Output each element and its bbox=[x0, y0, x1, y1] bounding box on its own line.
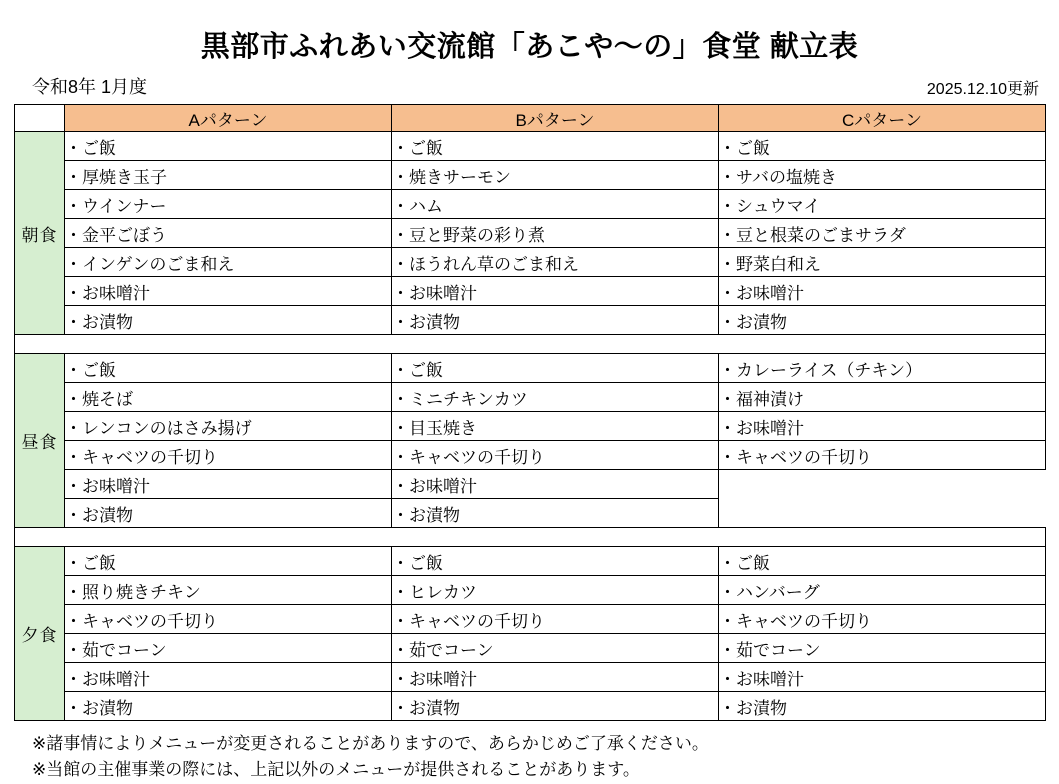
menu-cell: ・キャベツの千切り bbox=[392, 605, 719, 634]
table-row bbox=[15, 354, 1046, 383]
menu-cell: ・ご飯 bbox=[392, 132, 719, 161]
column-header-pattern-3: Cパターン bbox=[719, 105, 1046, 132]
notes-block bbox=[14, 731, 1045, 784]
menu-cell: ・茹でコーン bbox=[719, 634, 1046, 663]
menu-cell: ・カレーライス（チキン） bbox=[719, 354, 1046, 383]
menu-cell: ・豆と根菜のごまサラダ bbox=[719, 219, 1046, 248]
menu-cell: ・お漬物 bbox=[65, 306, 392, 335]
table-row bbox=[15, 306, 1046, 335]
menu-cell: ・ご飯 bbox=[65, 132, 392, 161]
menu-cell: ・お味噌汁 bbox=[719, 277, 1046, 306]
meal-label-2: 昼食 bbox=[15, 354, 65, 528]
menu-cell: ・豆と野菜の彩り煮 bbox=[392, 219, 719, 248]
table-row bbox=[15, 248, 1046, 277]
menu-cell: ・ご飯 bbox=[392, 547, 719, 576]
menu-cell: ・福神漬け bbox=[719, 383, 1046, 412]
menu-cell: ・ご飯 bbox=[65, 547, 392, 576]
menu-cell: ・茹でコーン bbox=[65, 634, 392, 663]
menu-cell: ・レンコンのはさみ揚げ bbox=[65, 412, 392, 441]
column-header-pattern-2: Bパターン bbox=[392, 105, 719, 132]
menu-cell: ・お味噌汁 bbox=[719, 663, 1046, 692]
table-row bbox=[15, 190, 1046, 219]
note-line-1: ※諸事情によりメニューが変更されることがありますので、あらかじめご了承ください。 bbox=[32, 734, 709, 753]
menu-cell: ・お漬物 bbox=[392, 306, 719, 335]
column-header-pattern-1: Aパターン bbox=[65, 105, 392, 132]
spacer-cell bbox=[15, 335, 1046, 354]
meal-label-1: 朝食 bbox=[15, 132, 65, 335]
menu-document bbox=[0, 24, 1059, 780]
table-row bbox=[15, 161, 1046, 190]
menu-cell: ・キャベツの千切り bbox=[392, 441, 719, 470]
menu-cell: ・お味噌汁 bbox=[65, 663, 392, 692]
menu-cell: ・ミニチキンカツ bbox=[392, 383, 719, 412]
menu-cell: ・ご飯 bbox=[719, 547, 1046, 576]
table-row bbox=[15, 634, 1046, 663]
table-spacer-row bbox=[15, 335, 1046, 354]
menu-cell: ・野菜白和え bbox=[719, 248, 1046, 277]
menu-cell: ・ヒレカツ bbox=[392, 576, 719, 605]
table-row bbox=[15, 132, 1046, 161]
menu-cell: ・お漬物 bbox=[719, 692, 1046, 721]
menu-cell: ・ハンバーグ bbox=[719, 576, 1046, 605]
menu-cell: ・お味噌汁 bbox=[392, 663, 719, 692]
menu-cell: ・お漬物 bbox=[392, 499, 719, 528]
menu-cell: ・お漬物 bbox=[719, 306, 1046, 335]
menu-cell: ・ご飯 bbox=[392, 354, 719, 383]
table-spacer-row bbox=[15, 528, 1046, 547]
table-row bbox=[15, 605, 1046, 634]
menu-cell: ・目玉焼き bbox=[392, 412, 719, 441]
table-row bbox=[15, 277, 1046, 306]
menu-table bbox=[14, 104, 1046, 721]
table-row bbox=[15, 576, 1046, 605]
period-label: 令和8年 1月度 bbox=[32, 77, 148, 97]
menu-cell: ・シュウマイ bbox=[719, 190, 1046, 219]
menu-cell bbox=[719, 499, 1046, 528]
table-row bbox=[15, 441, 1046, 470]
page-title: 黒部市ふれあい交流館「あこや～の」食堂 献立表 bbox=[200, 31, 859, 63]
table-row bbox=[15, 383, 1046, 412]
table-row bbox=[15, 412, 1046, 441]
menu-cell: ・焼そば bbox=[65, 383, 392, 412]
table-row bbox=[15, 692, 1046, 721]
table-row bbox=[15, 547, 1046, 576]
menu-cell: ・ハム bbox=[392, 190, 719, 219]
table-row bbox=[15, 470, 1046, 499]
menu-cell: ・ご飯 bbox=[65, 354, 392, 383]
menu-cell: ・キャベツの千切り bbox=[719, 605, 1046, 634]
menu-cell: ・お味噌汁 bbox=[65, 470, 392, 499]
menu-cell: ・サバの塩焼き bbox=[719, 161, 1046, 190]
menu-cell: ・金平ごぼう bbox=[65, 219, 392, 248]
menu-cell: ・ほうれん草のごま和え bbox=[392, 248, 719, 277]
menu-cell: ・照り焼きチキン bbox=[65, 576, 392, 605]
menu-cell: ・キャベツの千切り bbox=[65, 605, 392, 634]
menu-cell bbox=[719, 470, 1046, 499]
menu-cell: ・お漬物 bbox=[65, 692, 392, 721]
meal-label-3: 夕食 bbox=[15, 547, 65, 721]
menu-cell: ・お味噌汁 bbox=[719, 412, 1046, 441]
table-row bbox=[15, 499, 1046, 528]
menu-cell: ・茹でコーン bbox=[392, 634, 719, 663]
note-line-2: ※当館の主催事業の際には、上記以外のメニューが提供されることがあります。 bbox=[32, 760, 640, 780]
table-header-row bbox=[15, 105, 1046, 132]
menu-cell: ・ご飯 bbox=[719, 132, 1046, 161]
menu-cell: ・インゲンのごま和え bbox=[65, 248, 392, 277]
menu-cell: ・ウインナー bbox=[65, 190, 392, 219]
table-row bbox=[15, 219, 1046, 248]
menu-cell: ・キャベツの千切り bbox=[65, 441, 392, 470]
menu-cell: ・お漬物 bbox=[392, 692, 719, 721]
menu-cell: ・お味噌汁 bbox=[392, 470, 719, 499]
spacer-cell bbox=[15, 528, 1046, 547]
menu-cell: ・厚焼き玉子 bbox=[65, 161, 392, 190]
table-row bbox=[15, 663, 1046, 692]
menu-cell: ・キャベツの千切り bbox=[719, 441, 1046, 470]
menu-cell: ・お漬物 bbox=[65, 499, 392, 528]
updated-label: 2025.12.10更新 bbox=[926, 81, 1039, 98]
table-corner-cell bbox=[15, 105, 65, 132]
menu-cell: ・焼きサーモン bbox=[392, 161, 719, 190]
subheader bbox=[14, 73, 1045, 104]
menu-cell: ・お味噌汁 bbox=[65, 277, 392, 306]
menu-cell: ・お味噌汁 bbox=[392, 277, 719, 306]
